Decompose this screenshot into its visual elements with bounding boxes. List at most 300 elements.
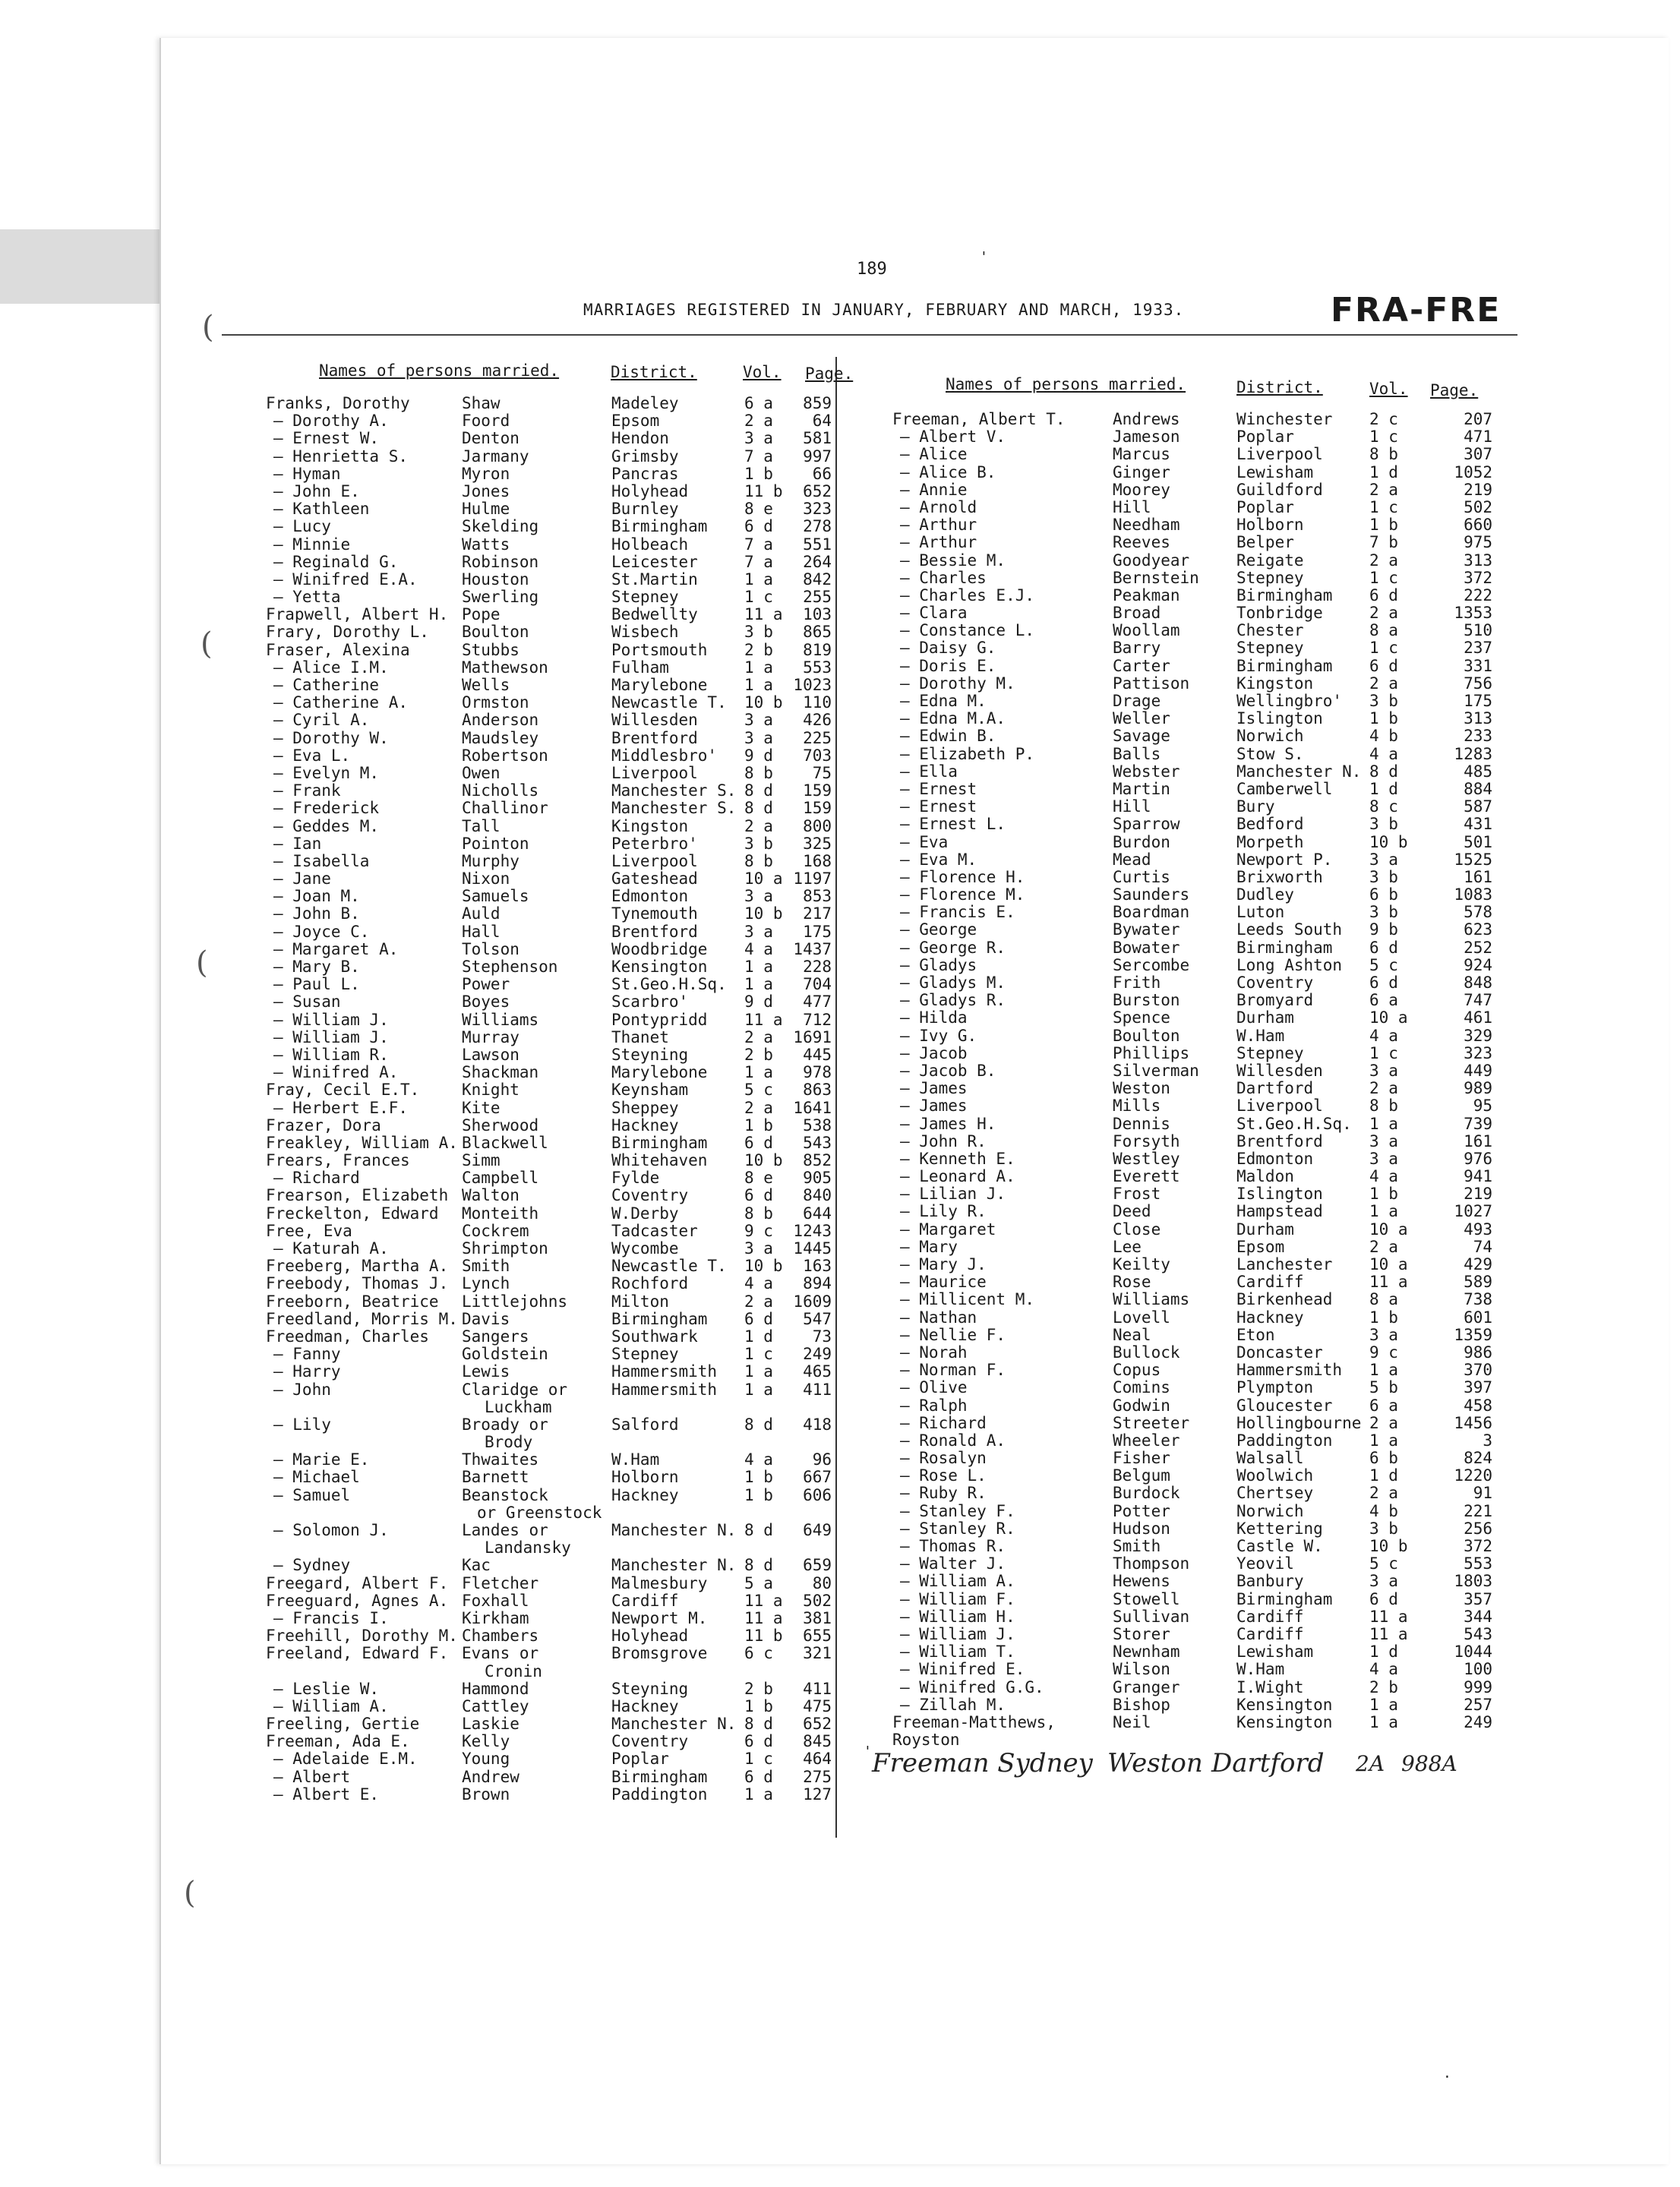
entry-name: — Thomas R.	[900, 1537, 1006, 1555]
entry-vol: 3 a	[1369, 1572, 1398, 1591]
entry-district: Thanet	[611, 1027, 669, 1046]
register-entry	[266, 554, 832, 571]
register-entry	[266, 1046, 832, 1064]
entry-page: 842	[803, 570, 832, 589]
entry-page: 275	[803, 1767, 832, 1786]
entry-name: — John	[273, 1380, 331, 1399]
entry-name: — Francis I.	[273, 1608, 389, 1627]
entry-district: Winchester	[1236, 410, 1333, 428]
entry-spouse: Williams	[1113, 1290, 1190, 1309]
entry-district: Tadcaster	[611, 1221, 698, 1240]
entry-name: — Katurah A.	[273, 1239, 389, 1258]
entry-name: — Millicent M.	[900, 1290, 1035, 1309]
entry-page: 159	[803, 799, 832, 818]
entry-name: Fraser, Alexina	[266, 640, 410, 659]
entry-district: Brentford	[611, 728, 698, 747]
entry-spouse: Smith	[462, 1257, 510, 1276]
entry-page: 738	[1464, 1290, 1492, 1309]
entry-name: — Lilian J.	[900, 1185, 1006, 1204]
right-entries-list	[892, 411, 1500, 1749]
entry-page: 589	[1464, 1273, 1492, 1292]
entry-district: Hackney	[611, 1485, 679, 1504]
entry-district: Stepney	[611, 1345, 679, 1364]
header-vol-right: Vol.	[1369, 380, 1408, 398]
entry-district: Woodbridge	[611, 939, 708, 958]
entry-page: 3	[1483, 1431, 1492, 1450]
entry-name: — Joyce C.	[273, 922, 370, 941]
entry-name: — Ernest	[900, 779, 977, 798]
entry-spouse: Balls	[1113, 744, 1161, 763]
entry-vol: 5 c	[744, 1081, 773, 1100]
entry-vol: 1 d	[744, 1327, 773, 1346]
register-entry	[892, 1239, 1500, 1256]
entry-vol: 5 c	[1369, 955, 1398, 974]
entry-page: 249	[803, 1345, 832, 1364]
scan-speck: '	[980, 249, 988, 265]
entry-name: Freedman, Charles	[266, 1327, 429, 1346]
entry-vol: 11 a	[1369, 1624, 1408, 1643]
entry-page: 493	[1464, 1220, 1492, 1239]
register-entry	[266, 1081, 832, 1099]
section-letters: FRA-FRE	[1331, 291, 1502, 330]
entry-district: Manchester N.	[611, 1715, 737, 1734]
entry-vol: 1 c	[744, 588, 773, 607]
entry-name: — Ruby R.	[900, 1484, 987, 1503]
entry-spouse: Carter	[1113, 656, 1170, 675]
entry-spouse: Knight	[462, 1081, 519, 1100]
entry-spouse: Hewens	[1113, 1572, 1170, 1591]
entry-name: — Albert V.	[900, 428, 1006, 447]
entry-district: Rochford	[611, 1274, 689, 1293]
entry-district: Pontypridd	[611, 1010, 708, 1029]
entry-page: 96	[812, 1450, 832, 1469]
entry-district: Edmonton	[1236, 1149, 1314, 1168]
entry-page: 255	[803, 588, 832, 607]
register-entry	[266, 888, 832, 905]
entry-name: — Rose L.	[900, 1466, 987, 1485]
entry-district: Manchester N.	[1236, 762, 1362, 781]
entry-district: Malmesbury	[611, 1573, 708, 1592]
entry-name: — Fanny	[273, 1345, 341, 1364]
entry-vol: 1 b	[1369, 516, 1398, 535]
register-entry	[266, 659, 832, 677]
entry-district: Stow S.	[1236, 744, 1304, 763]
entry-page: 739	[1464, 1114, 1492, 1133]
entry-district: Wycombe	[611, 1239, 679, 1258]
register-entry	[892, 639, 1500, 657]
entry-district: Hollingbourne	[1236, 1413, 1362, 1432]
entry-vol: 6 d	[744, 1309, 773, 1328]
entry-vol: 8 b	[744, 1204, 773, 1223]
entry-spouse: Weston	[1113, 1079, 1170, 1098]
entry-name: — Samuel	[273, 1485, 351, 1504]
entry-vol: 2 a	[1369, 1237, 1398, 1256]
register-entry	[266, 1539, 832, 1557]
entry-district: Kensington	[611, 958, 708, 976]
entry-vol: 3 b	[744, 623, 773, 642]
entry-district: Marylebone	[611, 1063, 708, 1082]
register-entry	[266, 976, 832, 993]
entry-spouse: Maudsley	[462, 728, 539, 747]
entry-vol: 2 a	[1369, 674, 1398, 693]
entry-name: — Joan M.	[273, 887, 360, 906]
entry-vol: 1 a	[1369, 1431, 1398, 1450]
entry-spouse: Wilson	[1113, 1660, 1170, 1679]
entry-spouse: Jarmany	[462, 447, 529, 465]
register-entry	[266, 589, 832, 606]
entry-page: 321	[803, 1644, 832, 1663]
entry-district: Birmingham	[611, 517, 708, 536]
register-entry	[892, 1133, 1500, 1150]
entry-district: Chester	[1236, 621, 1304, 640]
entry-page: 989	[1464, 1079, 1492, 1098]
entry-district: Bedwellty	[611, 605, 698, 624]
entry-district: Hackney	[611, 1116, 679, 1135]
header-names-left: Names of persons married.	[319, 361, 560, 380]
entry-page: 660	[1464, 516, 1492, 535]
entry-spouse: Myron	[462, 464, 510, 483]
register-entry	[266, 1205, 832, 1223]
entry-name: — Francis E.	[900, 903, 1015, 922]
entry-spouse: Stowell	[1113, 1589, 1180, 1608]
entry-spouse: Pointon	[462, 834, 529, 853]
entry-page: 853	[803, 887, 832, 906]
entry-district: Poplar	[1236, 428, 1294, 447]
entry-district: Bedford	[1236, 815, 1304, 834]
entry-spouse: Foxhall	[462, 1591, 529, 1610]
entry-page: 66	[812, 464, 832, 483]
left-entries-list	[266, 395, 832, 1804]
entry-page: 221	[1464, 1501, 1492, 1520]
entry-district: Portsmouth	[611, 640, 708, 659]
register-entry	[266, 1680, 832, 1698]
entry-page: 501	[1464, 832, 1492, 851]
entry-spouse: Goodyear	[1113, 551, 1190, 570]
entry-spouse: Wells	[462, 676, 510, 694]
heading-rule	[222, 334, 1517, 336]
entry-spouse: Barnett	[462, 1468, 529, 1487]
register-entry	[266, 1469, 832, 1486]
register-entry	[892, 1696, 1500, 1714]
entry-vol: 4 b	[1369, 1501, 1398, 1520]
entry-page: 256	[1464, 1519, 1492, 1538]
entry-vol: 1 c	[1369, 568, 1398, 587]
entry-vol: 11 a	[744, 1591, 783, 1610]
entry-spouse: Bywater	[1113, 920, 1180, 939]
entry-page: 1044	[1454, 1643, 1492, 1662]
entry-spouse: Fisher	[1113, 1449, 1170, 1468]
register-entry	[266, 958, 832, 976]
entry-district: Whitehaven	[611, 1151, 708, 1170]
entry-spouse: Webster	[1113, 762, 1180, 781]
entry-name: — William H.	[900, 1607, 1015, 1626]
register-entry	[266, 730, 832, 747]
entry-name: — Elizabeth P.	[900, 744, 1035, 763]
entry-page: 159	[803, 781, 832, 800]
entry-district: Islington	[1236, 709, 1323, 728]
entry-name: — Marie E.	[273, 1450, 370, 1469]
entry-spouse: Potter	[1113, 1501, 1170, 1520]
entry-page: 418	[803, 1415, 832, 1434]
entry-name: — Lily	[273, 1415, 331, 1434]
entry-page: 228	[803, 958, 832, 976]
register-entry	[892, 727, 1500, 745]
entry-vol: 9 b	[1369, 920, 1398, 939]
register-entry	[266, 430, 832, 447]
entry-spouse: Ormston	[462, 693, 529, 712]
entry-name: — Hyman	[273, 464, 341, 483]
column-divider	[835, 357, 837, 1838]
entry-name: — Gladys R.	[900, 991, 1006, 1010]
entry-page: 652	[803, 1715, 832, 1734]
entry-page: 313	[1464, 709, 1492, 728]
entry-page: 168	[803, 851, 832, 870]
register-entry	[266, 1187, 832, 1204]
entry-page: 397	[1464, 1378, 1492, 1397]
entry-page: 652	[803, 481, 832, 500]
register-entry	[266, 1029, 832, 1046]
entry-vol: 2 a	[744, 1292, 773, 1311]
entry-district: Willesden	[611, 711, 698, 730]
entry-page: 1359	[1454, 1325, 1492, 1344]
register-entry	[266, 500, 832, 518]
register-entry	[892, 1485, 1500, 1502]
entry-name: — Bessie M.	[900, 551, 1006, 570]
entry-vol: 3 a	[744, 922, 773, 941]
register-entry	[266, 1750, 832, 1768]
entry-district: Stepney	[1236, 639, 1304, 658]
entry-district: Burnley	[611, 500, 679, 519]
entry-name: — Evelyn M.	[273, 763, 380, 782]
entry-district: Madeley	[611, 394, 679, 412]
entry-vol: 2 a	[1369, 1484, 1398, 1503]
entry-vol: 2 a	[744, 816, 773, 835]
entry-spouse: Lynch	[462, 1274, 510, 1293]
entry-name: — Jacob B.	[900, 1061, 996, 1080]
entry-name: — George R.	[900, 938, 1006, 957]
entry-page: 543	[803, 1133, 832, 1152]
entry-page: 840	[803, 1186, 832, 1205]
entry-name: — Leonard A.	[900, 1167, 1015, 1186]
entry-name: Freckelton, Edward	[266, 1204, 439, 1223]
entry-spouse: Sullivan	[1113, 1607, 1190, 1626]
entry-spouse: Dennis	[1113, 1114, 1170, 1133]
entry-page: 581	[803, 429, 832, 448]
entry-vol: 8 d	[744, 1521, 773, 1539]
entry-district: Kensington	[1236, 1695, 1333, 1714]
entry-vol: 2 a	[744, 1027, 773, 1046]
entry-district: Tynemouth	[611, 904, 698, 923]
entry-district: Kingston	[611, 816, 689, 835]
entry-district: Liverpool	[611, 763, 698, 782]
entry-name: — Kenneth E.	[900, 1149, 1015, 1168]
entry-spouse: Lovell	[1113, 1308, 1170, 1327]
entry-vol: 10 b	[744, 1151, 783, 1170]
entry-vol: 6 a	[1369, 1396, 1398, 1415]
entry-spouse: Brody	[485, 1433, 533, 1452]
entry-spouse: Campbell	[462, 1169, 539, 1188]
entry-vol: 4 a	[744, 939, 773, 958]
entry-district: Hackney	[611, 1696, 679, 1715]
register-entry	[266, 818, 832, 835]
entry-district: Guildford	[1236, 480, 1323, 499]
entry-spouse: Shrimpton	[462, 1239, 548, 1258]
entry-district: St.Geo.H.Sq.	[1236, 1114, 1352, 1133]
entry-district: Holborn	[1236, 516, 1304, 535]
entry-page: 411	[803, 1380, 832, 1399]
entry-district: Newport M.	[611, 1608, 708, 1627]
entry-vol: 6 d	[744, 1186, 773, 1205]
entry-district: Paddington	[1236, 1431, 1333, 1450]
entry-district: Holyhead	[611, 1627, 689, 1646]
entry-name: — Alice B.	[900, 462, 996, 481]
entry-page: 649	[803, 1521, 832, 1539]
entry-vol: 11 a	[744, 1010, 783, 1029]
entry-spouse: Streeter	[1113, 1413, 1190, 1432]
entry-district: Reigate	[1236, 551, 1304, 570]
entry-name: — Adelaide E.M.	[273, 1750, 418, 1769]
entry-vol: 3 b	[1369, 815, 1398, 834]
entry-name: — Zillah M.	[900, 1695, 1006, 1714]
entry-spouse: Evans or	[462, 1644, 539, 1663]
entry-spouse: Bowater	[1113, 938, 1180, 957]
entry-page: 578	[1464, 903, 1492, 922]
register-entry	[892, 834, 1500, 851]
register-entry	[266, 1451, 832, 1469]
entry-district: Kensington	[1236, 1712, 1333, 1731]
entry-vol: 8 d	[744, 1715, 773, 1734]
entry-spouse: Drage	[1113, 692, 1161, 710]
entry-district: Fylde	[611, 1169, 660, 1188]
entry-page: 217	[803, 904, 832, 923]
register-entry	[266, 677, 832, 694]
register-entry	[892, 1643, 1500, 1661]
entry-spouse: Lewis	[462, 1362, 510, 1381]
entry-name: — Ernest	[900, 797, 977, 816]
entry-name: Frears, Frances	[266, 1151, 410, 1170]
register-entry	[892, 1450, 1500, 1467]
scan-edge	[0, 229, 163, 304]
entry-name: — Daisy G.	[900, 639, 996, 658]
entry-vol: 3 a	[1369, 1325, 1398, 1344]
entry-spouse: Bishop	[1113, 1695, 1170, 1714]
entry-name: Freeberg, Martha A.	[266, 1257, 449, 1276]
entry-vol: 8 d	[744, 1415, 773, 1434]
entry-name: — Ernest L.	[900, 815, 1006, 834]
entry-vol: 1 a	[1369, 1712, 1398, 1731]
entry-page: 704	[803, 975, 832, 994]
entry-name: — James	[900, 1097, 968, 1116]
entry-page: 756	[1464, 674, 1492, 693]
entry-spouse: Laskie	[462, 1715, 519, 1734]
entry-name: — Mary J.	[900, 1255, 987, 1273]
entry-spouse: Landes or	[462, 1521, 548, 1539]
entry-spouse: Granger	[1113, 1677, 1180, 1696]
entry-spouse: Kelly	[462, 1732, 510, 1751]
entry-district: Durham	[1236, 1220, 1294, 1239]
entry-name: — Edwin B.	[900, 727, 996, 746]
entry-name: Frearson, Elizabeth	[266, 1186, 449, 1205]
entry-vol: 2 b	[744, 1045, 773, 1064]
register-entry	[892, 1344, 1500, 1362]
entry-spouse: Houston	[462, 570, 529, 589]
entry-page: 103	[803, 605, 832, 624]
entry-vol: 6 d	[1369, 974, 1398, 992]
punch-hole-mark: (	[184, 1876, 196, 1911]
entry-page: 819	[803, 640, 832, 659]
entry-vol: 8 b	[1369, 445, 1398, 464]
entry-name: — Gladys	[900, 955, 977, 974]
entry-spouse: Neal	[1113, 1325, 1151, 1344]
entry-district: Castle W.	[1236, 1537, 1323, 1555]
entry-district: Dartford	[1236, 1079, 1314, 1098]
entry-spouse: Cockrem	[462, 1221, 529, 1240]
entry-page: 73	[812, 1327, 832, 1346]
entry-name: Freeling, Gertie	[266, 1715, 420, 1734]
entry-page: 222	[1464, 585, 1492, 604]
entry-district: Bromsgrove	[611, 1644, 708, 1663]
entry-spouse: Comins	[1113, 1378, 1170, 1397]
entry-vol: 1 a	[744, 570, 773, 589]
entry-district: Newcastle T.	[611, 693, 727, 712]
register-entry	[266, 800, 832, 817]
entry-name: — Alice	[900, 445, 968, 464]
entry-vol: 10 a	[744, 869, 783, 888]
register-entry	[892, 622, 1500, 639]
entry-spouse: Silverman	[1113, 1061, 1199, 1080]
entry-vol: 1 b	[744, 1696, 773, 1715]
entry-page: 485	[1464, 762, 1492, 781]
register-entry	[892, 781, 1500, 798]
entry-spouse: Burdon	[1113, 832, 1170, 851]
entry-page: 510	[1464, 621, 1492, 640]
register-entry	[266, 782, 832, 800]
entry-vol: 3 b	[1369, 692, 1398, 710]
entry-page: 257	[1464, 1695, 1492, 1714]
register-entry	[892, 428, 1500, 446]
register-entry	[892, 1714, 1500, 1731]
register-entry	[892, 570, 1500, 587]
entry-district: Poplar	[1236, 497, 1294, 516]
register-entry	[266, 1258, 832, 1275]
entry-district: Birmingham	[1236, 585, 1333, 604]
register-entry	[266, 1363, 832, 1381]
entry-page: 307	[1464, 445, 1492, 464]
entry-name: — Reginald G.	[273, 552, 399, 571]
entry-vol: 8 a	[1369, 621, 1398, 640]
register-entry	[892, 1273, 1500, 1291]
entry-page: 1353	[1454, 604, 1492, 623]
entry-spouse: Everett	[1113, 1167, 1180, 1186]
register-entry	[892, 1097, 1500, 1115]
entry-district: Birmingham	[611, 1133, 708, 1152]
entry-name: — Richard	[273, 1169, 360, 1188]
register-entry	[892, 1661, 1500, 1678]
entry-district: Salford	[611, 1415, 679, 1434]
entry-vol: 5 a	[744, 1573, 773, 1592]
register-entry	[266, 905, 832, 923]
register-entry	[266, 1240, 832, 1258]
register-entry	[892, 851, 1500, 869]
register-entry	[266, 606, 832, 623]
register-entry	[892, 957, 1500, 974]
entry-spouse: Hill	[1113, 797, 1151, 816]
register-entry	[892, 1309, 1500, 1327]
entry-spouse: Auld	[462, 904, 501, 923]
entry-page: 445	[803, 1045, 832, 1064]
entry-vol: 3 a	[744, 728, 773, 747]
entry-district: Sheppey	[611, 1098, 679, 1117]
